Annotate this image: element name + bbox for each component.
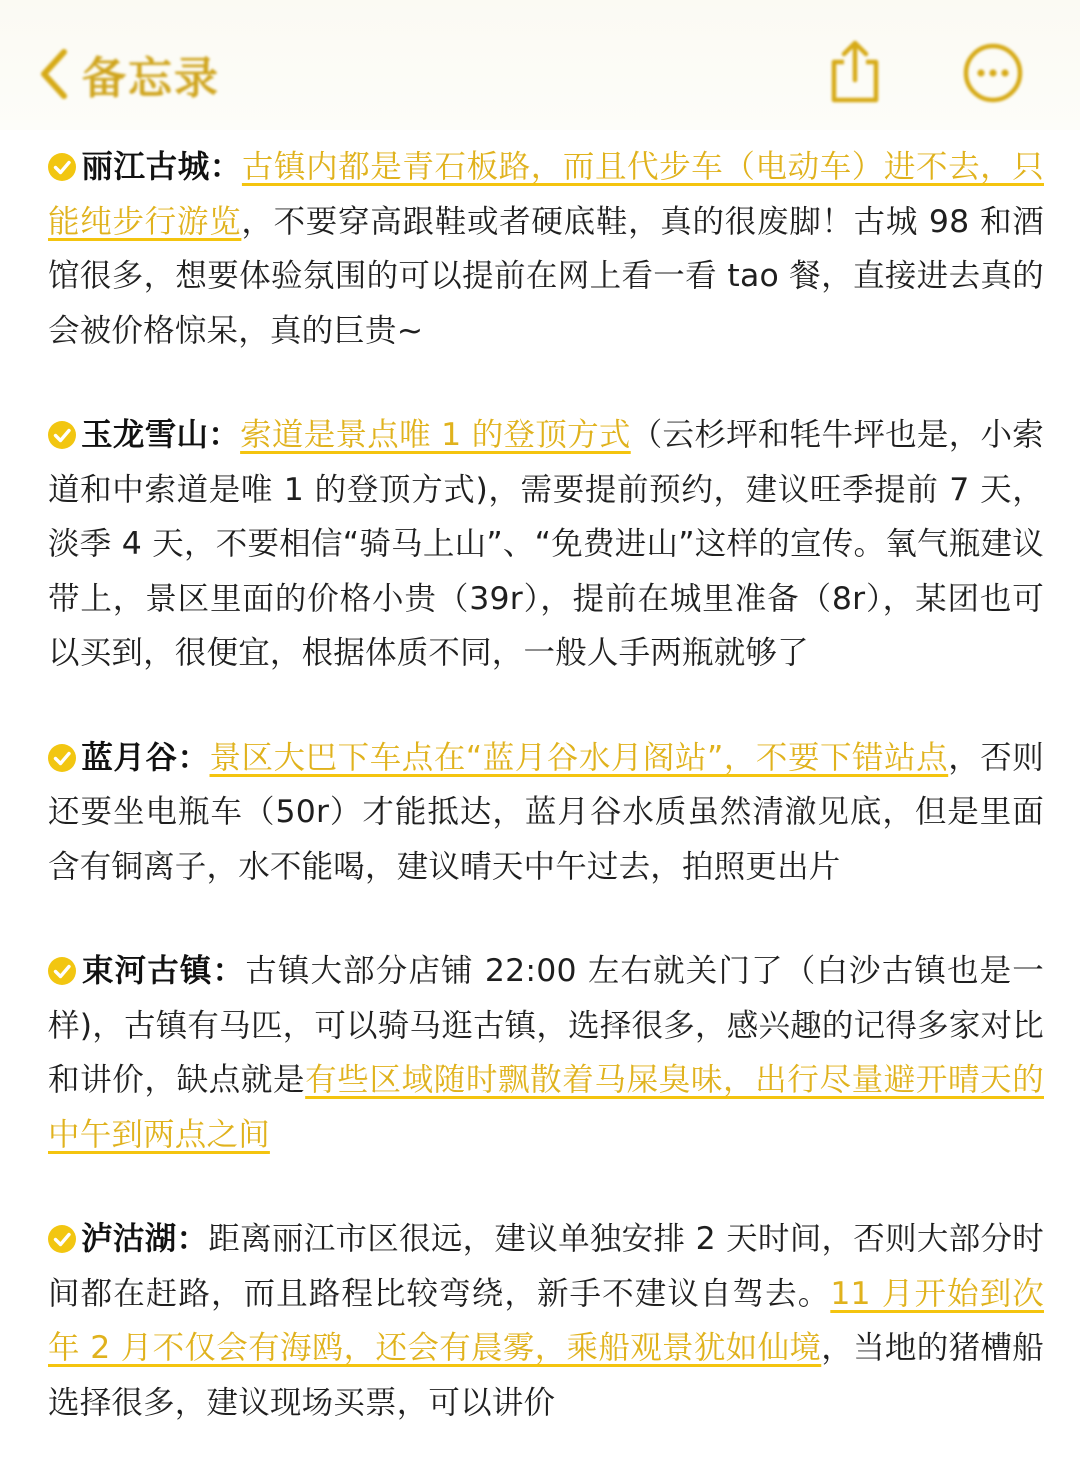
back-label: 备忘录 (82, 53, 220, 104)
note-section (48, 731, 1044, 895)
highlighted-text: 索道是景点唯 1 的登顶方式 (240, 417, 631, 453)
note-body[interactable] (48, 140, 1044, 1480)
checkmark-icon (48, 421, 76, 449)
body-text: （云杉坪和牦牛坪也是，小索道和中索道是唯 1 的登顶方式)，需要提前预约，建议旺季提前 7 天，淡季 4 天，不要相信“骑马上山”、“免费进山”这样的宣传。氧气瓶建议带上，景区里面的价格小贵（39r），提前在城里准备（8r），某团也可以买到，很便宜，根据体质不同，一般人手两瓶就够了 (48, 417, 1044, 671)
note-section (48, 944, 1044, 1162)
highlighted-text: 11 月开始到次年 2 月不仅会有海鸥，还会有晨雾，乘船观景犹如仙境 (48, 1275, 1044, 1366)
section-title: 丽江古城： (81, 149, 242, 185)
checkmark-icon (48, 153, 76, 181)
body-text: ，不要穿高跟鞋或者硬底鞋，真的很废脚！古城 98 和酒馆很多，想要体验氛围的可以提前在网上看一看 tao 餐，直接进去真的会被价格惊呆，真的巨贵~ (48, 203, 1044, 349)
checkmark-icon (48, 1225, 76, 1253)
back-button[interactable] (36, 42, 220, 106)
highlighted-text: 古镇内都是青石板路，而且代步车（电动车）进不去，只能纯步行游览 (48, 149, 1044, 240)
note-section (48, 1212, 1044, 1430)
chevron-left-icon (36, 46, 70, 102)
body-text: ，当地的猪槽船选择很多，建议现场买票，可以讲价 (48, 1330, 1044, 1421)
section-title: 蓝月谷： (81, 739, 210, 776)
navigation-bar (0, 0, 1080, 130)
section-title: 泸沽湖： (81, 1221, 209, 1257)
checkmark-icon (48, 744, 76, 772)
body-text: 距离丽江市区很远，建议单独安排 2 天时间，否则大部分时间都在赶路，而且路程比较弯绕，新手不建议自驾去。 (48, 1221, 1044, 1312)
highlighted-text: 景区大巴下车点在“蓝月谷水月阁站”，不要下错站点 (209, 739, 949, 776)
body-text: 古镇大部分店铺 22:00 左右就关门了（白沙古镇也是一样)，古镇有马匹，可以骑马逛古镇，选择很多，感兴趣的记得多家对比和讲价，缺点就是 (48, 953, 1044, 1098)
body-text: ，否则还要坐电瓶车（50r）才能抵达，蓝月谷水质虽然清澈见底，但是里面含有铜离子，水不能喝，建议晴天中午过去，拍照更出片 (48, 739, 1044, 885)
share-icon[interactable] (826, 38, 884, 104)
section-title: 束河古镇： (81, 953, 246, 989)
highlighted-text: 有些区域随时飘散着马屎臭味，出行尽量避开晴天的中午到两点之间 (48, 1062, 1044, 1153)
section-title: 玉龙雪山： (81, 417, 241, 453)
more-icon[interactable] (962, 42, 1024, 104)
note-section (48, 140, 1044, 358)
checkmark-icon (48, 957, 76, 985)
note-section (48, 408, 1044, 681)
